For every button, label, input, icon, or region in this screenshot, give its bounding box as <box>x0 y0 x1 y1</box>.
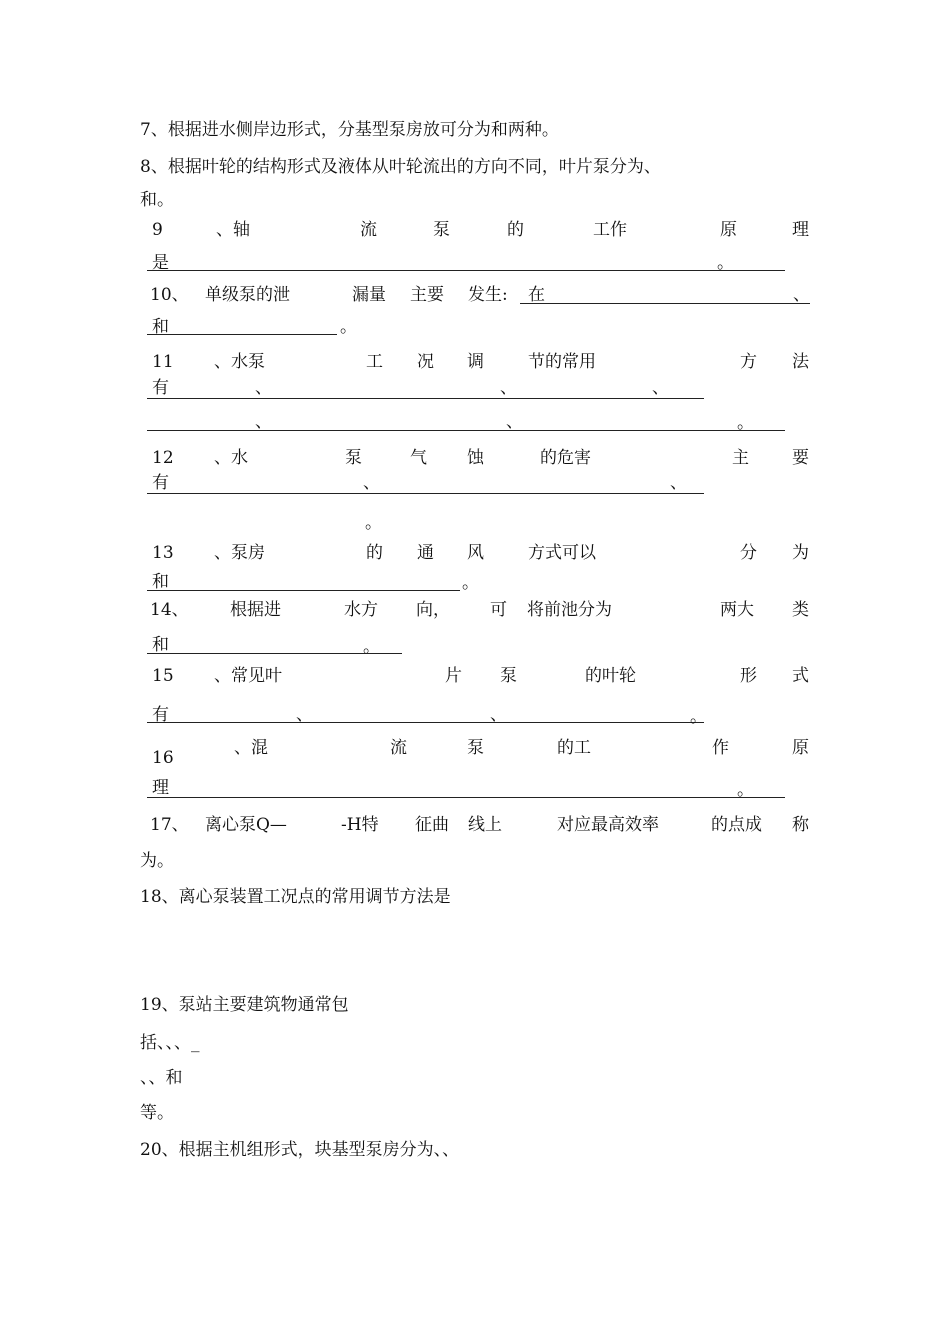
question-16-word: 泵 <box>467 738 484 758</box>
question-16-word: 的工 <box>557 738 591 758</box>
question-14-word: 根据进 <box>230 600 281 620</box>
question-15-line-2: 有 <box>152 705 169 725</box>
question-10-word: 在 <box>528 285 545 305</box>
question-9-word: 泵 <box>433 220 450 240</box>
answer-blank <box>147 590 460 591</box>
period: 。 <box>717 253 734 273</box>
separator: 、 <box>255 412 272 432</box>
question-9-word: 原 <box>720 220 737 240</box>
question-16-word: 、混 <box>234 738 268 758</box>
question-8-line-1: 8、根据叶轮的结构形式及液体从叶轮流出的方向不同，叶片泵分为、 <box>140 157 661 177</box>
question-17-word: -H特 <box>341 815 379 835</box>
period: 。 <box>365 513 382 533</box>
question-19-line-2: 括、、、_ <box>140 1033 200 1053</box>
question-12-word: 要 <box>792 448 809 468</box>
question-14-word: 将前池分为 <box>527 600 612 620</box>
question-17-word: 征曲 <box>415 815 449 835</box>
question-19-line-3: 、、和 <box>140 1068 183 1088</box>
answer-blank <box>147 493 704 494</box>
question-9-line-2: 是 <box>152 253 169 273</box>
answer-blank <box>147 653 402 654</box>
question-12-word: 12 <box>152 448 174 468</box>
question-13-word: 、泵房 <box>214 543 265 563</box>
period: 。 <box>690 707 707 727</box>
period: 。 <box>363 637 380 657</box>
separator: 、 <box>296 705 313 725</box>
question-15-word: 片 <box>445 666 462 686</box>
question-14-word: 水方 <box>344 600 378 620</box>
answer-blank <box>147 430 785 431</box>
question-10-word: 单级泵的泄 <box>205 285 290 305</box>
question-14-line-2: 和 <box>152 635 169 655</box>
separator: 、 <box>363 473 380 493</box>
question-10-word: 发生: <box>468 285 508 305</box>
question-15-word: 泵 <box>500 666 517 686</box>
question-11-word: 11 <box>152 352 174 372</box>
question-17-word: 离心泵Q— <box>205 815 287 835</box>
question-13-line-2: 和 <box>152 572 169 592</box>
question-12-word: 蚀 <box>467 448 484 468</box>
answer-blank <box>147 334 337 335</box>
question-13-word: 方式可以 <box>528 543 596 563</box>
answer-blank <box>147 722 704 723</box>
question-12-word: 气 <box>410 448 427 468</box>
question-9-word: 、轴 <box>216 220 250 240</box>
question-16-line-2: 理 <box>152 778 169 798</box>
question-9-word: 流 <box>360 220 377 240</box>
question-13-word: 13 <box>152 543 174 563</box>
question-12-line-2: 有 <box>152 473 169 493</box>
question-13-word: 通 <box>417 543 434 563</box>
answer-blank <box>147 398 704 399</box>
question-17-word: 对应最高效率 <box>557 815 659 835</box>
separator: 、 <box>670 473 687 493</box>
period: 。 <box>462 573 479 593</box>
question-13-word: 分 <box>740 543 757 563</box>
question-10-word: 主要 <box>410 285 444 305</box>
question-13-word: 为 <box>792 543 809 563</box>
question-20: 20、根据主机组形式，块基型泵房分为、、 <box>140 1140 460 1160</box>
answer-blank <box>147 270 785 271</box>
question-11-word: 、水泵 <box>214 352 265 372</box>
question-9-word: 工作 <box>593 220 627 240</box>
question-14-word: 可 <box>490 600 507 620</box>
question-10-word: 、 <box>793 285 810 305</box>
question-15-word: 、常见叶 <box>214 666 282 686</box>
question-15-word: 式 <box>792 666 809 686</box>
question-16-word: 原 <box>792 738 809 758</box>
question-16-word: 作 <box>712 738 729 758</box>
question-13-word: 的 <box>366 543 383 563</box>
question-8-line-2: 和。 <box>140 190 174 210</box>
question-17-word: 线上 <box>468 815 502 835</box>
answer-blank <box>520 303 810 304</box>
question-11-word: 方 <box>740 352 757 372</box>
period: 。 <box>340 317 357 337</box>
question-17-word: 17、 <box>150 815 189 835</box>
question-10-word: 10、 <box>150 285 189 305</box>
question-11-word: 节的常用 <box>528 352 596 372</box>
question-11-line-2: 有 <box>152 378 169 398</box>
question-9-word: 的 <box>507 220 524 240</box>
question-11-word: 工 <box>366 352 383 372</box>
question-11-word: 调 <box>467 352 484 372</box>
question-15-word: 形 <box>740 666 757 686</box>
separator: 、 <box>506 412 523 432</box>
question-12-word: 的危害 <box>540 448 591 468</box>
question-19-line-4: 等。 <box>140 1103 174 1123</box>
separator: 、 <box>652 378 669 398</box>
period: 。 <box>737 413 754 433</box>
separator: 、 <box>490 705 507 725</box>
separator: 、 <box>255 378 272 398</box>
question-11-word: 法 <box>792 352 809 372</box>
question-15-word: 15 <box>152 666 174 686</box>
question-13-word: 风 <box>467 543 484 563</box>
question-10-line-2: 和 <box>152 317 169 337</box>
question-12-word: 泵 <box>345 448 362 468</box>
question-9-word: 9 <box>152 220 163 240</box>
question-11-word: 况 <box>417 352 434 372</box>
question-19-line-1: 19、泵站主要建筑物通常包 <box>140 995 349 1015</box>
question-10-word: 漏量 <box>352 285 386 305</box>
question-14-word: 类 <box>792 600 809 620</box>
question-16-word: 流 <box>390 738 407 758</box>
question-14-word: 向， <box>416 600 450 620</box>
question-12-word: 、水 <box>214 448 248 468</box>
question-7: 7、根据进水侧岸边形式，分基型泵房放可分为和两种。 <box>140 120 559 140</box>
question-9-word: 理 <box>792 220 809 240</box>
question-17-line-2: 为。 <box>140 851 174 871</box>
question-12-word: 主 <box>732 448 749 468</box>
question-18: 18、离心泵装置工况点的常用调节方法是 <box>140 887 451 907</box>
period: 。 <box>737 780 754 800</box>
question-14-word: 14、 <box>150 600 189 620</box>
question-14-word: 两大 <box>720 600 754 620</box>
separator: 、 <box>500 378 517 398</box>
question-17-word: 称 <box>792 815 809 835</box>
answer-blank <box>147 797 785 798</box>
question-17-word: 的点成 <box>711 815 762 835</box>
question-15-word: 的叶轮 <box>585 666 636 686</box>
question-16-word: 16 <box>152 748 174 768</box>
